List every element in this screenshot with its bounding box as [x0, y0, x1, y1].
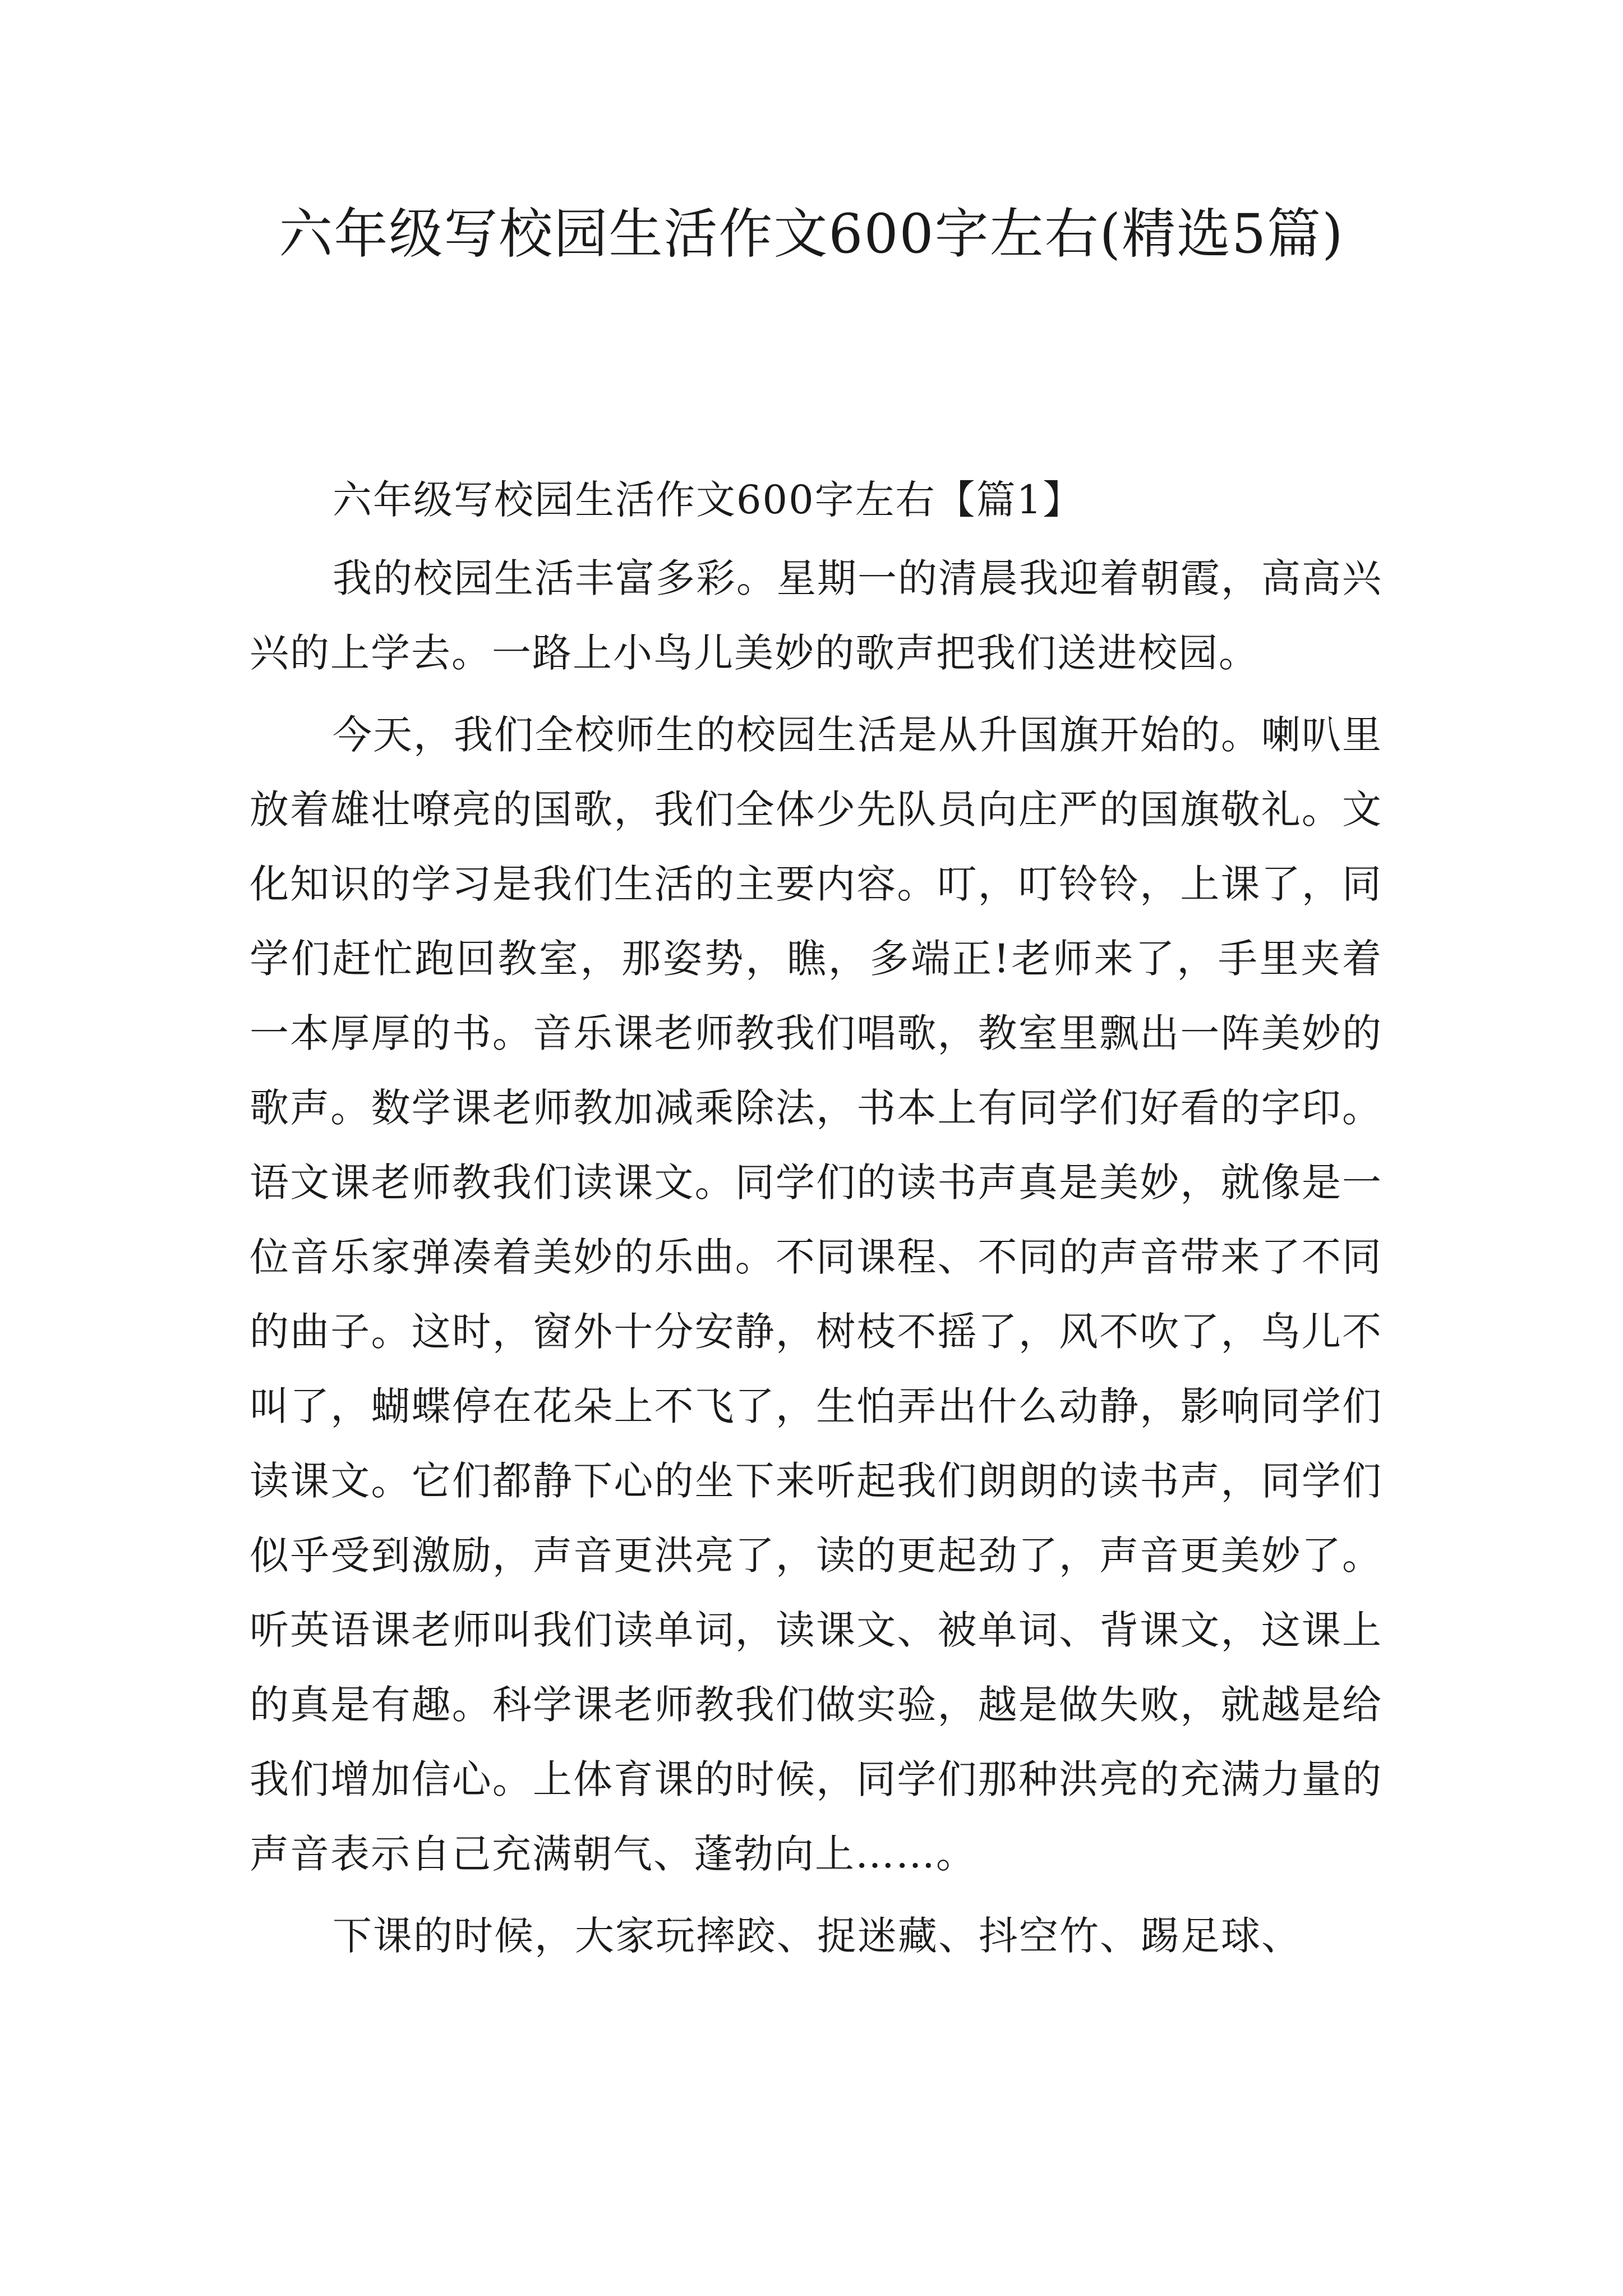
section-heading: 六年级写校园生活作文600字左右【篇1】 [333, 477, 1083, 523]
document-title: 六年级写校园生活作文600字左右(精选5篇) [279, 203, 1344, 265]
paragraph: 今天，我们全校师生的校园生活是从升国旗开始的。喇叭里放着雄壮嘹亮的国歌，我们全体少先队员向庄严的国旗敬礼。文化知识的学习是我们生活的主要内容。叮，叮铃铃，上课了，同学们赶忙跑回教室，那姿势，瞧，多端正!老师来了，手里夹着一本厚厚的书。音乐课老师教我们唱歌，教室里飘出一阵美妙的歌声。数学课老师教加减乘除法，书本上有同学们好看的字印。语文课老师教我们读课文。同学们的读书声真是美妙，就像是一位音乐家弹凑着美妙的乐曲。不同课程、不同的声音带来了不同的曲子。这时，窗外十分安静，树枝不摇了，风不吹了，鸟儿不叫了，蝴蝶停在花朵上不飞了，生怕弄出什么动静，影响同学们读课文。它们都静下心的坐下来听起我们朗朗的读书声，同学们似乎受到激励，声音更洪亮了，读的更起劲了，声音更美妙了。听英语课老师叫我们读单词，读课文、被单词、背课文，这课上的真是有趣。科学课老师教我们做实验，越是做失败，就越是给我们增加信心。上体育课的时候，同学们那种洪亮的充满力量的声音表示自己充满朝气、蓬勃向上……。 [250, 712, 1382, 1877]
paragraph: 下课的时候，大家玩摔跤、捉迷藏、抖空竹、踢足球、 [333, 1913, 1302, 1959]
document-body [250, 463, 1382, 1973]
paragraph: 我的校园生活丰富多彩。星期一的清晨我迎着朝霞，高高兴兴的上学去。一路上小鸟儿美妙的歌声把我们送进校园。 [250, 555, 1382, 676]
